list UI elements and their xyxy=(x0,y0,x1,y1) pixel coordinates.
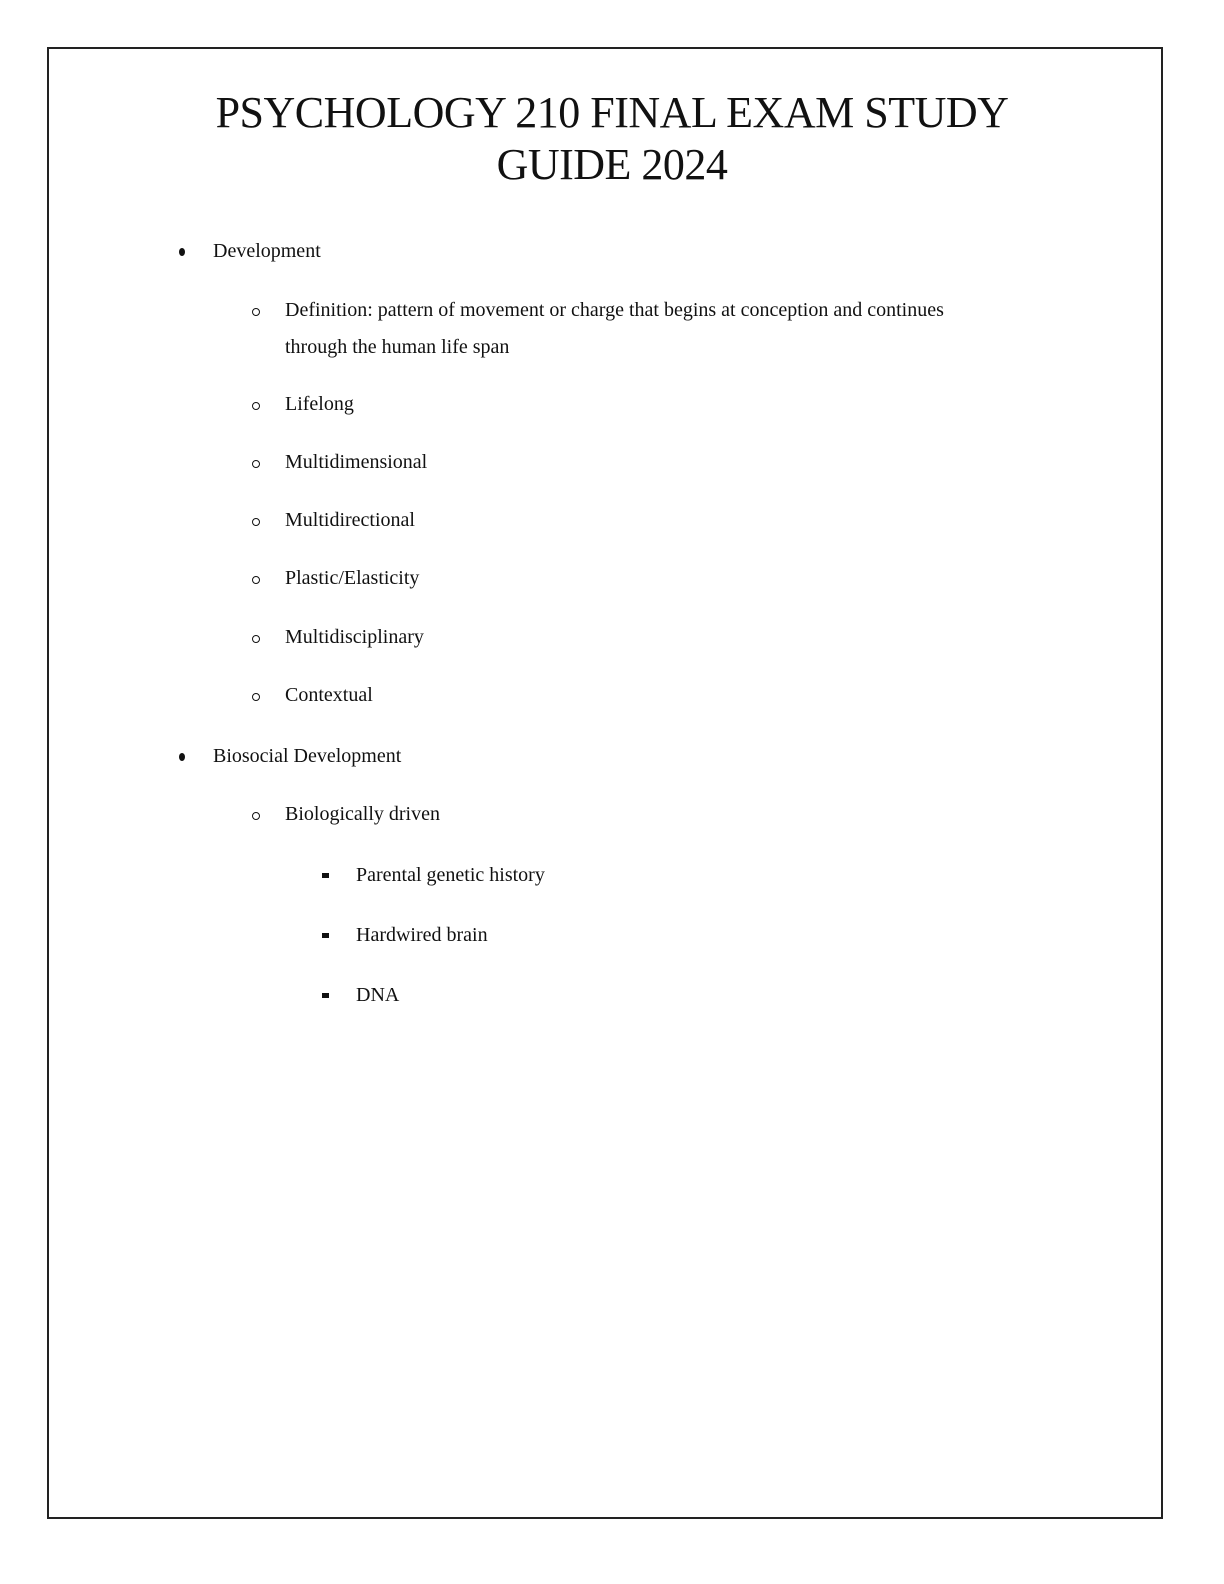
square-bullet-icon xyxy=(322,873,329,878)
list-item-dna: DNA xyxy=(356,984,400,1006)
circle-bullet-icon xyxy=(252,460,260,468)
list-item-definition: Definition: pattern of movement or charge that begins at conception and continues xyxy=(285,299,944,321)
bullet-icon xyxy=(179,248,185,256)
document-title-line-2: GUIDE 2024 xyxy=(496,140,728,189)
circle-bullet-icon xyxy=(252,308,260,316)
circle-bullet-icon xyxy=(252,693,260,701)
list-item-hardwired-brain: Hardwired brain xyxy=(356,924,488,946)
list-item-multidisciplinary: Multidisciplinary xyxy=(285,626,424,648)
document-title-line-1: PSYCHOLOGY 210 FINAL EXAM STUDY xyxy=(215,88,1009,137)
circle-bullet-icon xyxy=(252,576,260,584)
list-item-definition-continued: through the human life span xyxy=(285,336,510,358)
outline-item-biosocial-development: Biosocial Development xyxy=(213,745,402,767)
list-item-parental-genetic-history: Parental genetic history xyxy=(356,864,545,886)
list-item-multidirectional: Multidirectional xyxy=(285,509,415,531)
circle-bullet-icon xyxy=(252,402,260,410)
list-item-biologically-driven: Biologically driven xyxy=(285,803,440,825)
circle-bullet-icon xyxy=(252,518,260,526)
circle-bullet-icon xyxy=(252,635,260,643)
square-bullet-icon xyxy=(322,933,329,938)
circle-bullet-icon xyxy=(252,812,260,820)
list-item-plastic-elasticity: Plastic/Elasticity xyxy=(285,567,420,589)
bullet-icon xyxy=(179,753,185,761)
list-item-multidimensional: Multidimensional xyxy=(285,451,428,473)
list-item-lifelong: Lifelong xyxy=(285,393,354,415)
outline-item-development: Development xyxy=(213,240,321,262)
square-bullet-icon xyxy=(322,993,329,998)
list-item-contextual: Contextual xyxy=(285,684,373,706)
